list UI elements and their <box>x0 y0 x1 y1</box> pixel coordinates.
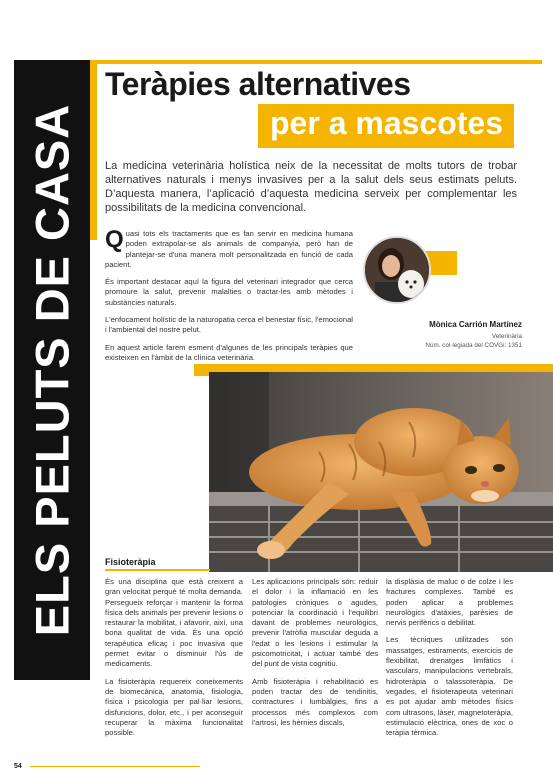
body-column-3 <box>386 577 513 745</box>
section-banner-text: ELS PELUTS DE CASA <box>25 103 79 637</box>
lead-paragraph: Quasi tots els tractaments que es fan servir en medicina humana poden extrapolar-se als animals de companyia, però han de plantejar-se d'una manera molt personalitzada en funció de cada pacient. <box>105 226 353 269</box>
cat-photo <box>209 372 553 572</box>
body-paragraph: la displàsia de maluc o de colze i les fractures complexes. També es poden aplicar a problemes neurològics d'atàxies, parèsies de nervis perifèrics o debilitat. <box>386 577 513 628</box>
body-paragraph: Les tècniques utilitzades són massatges, estiraments, exercicis de flexibilitat, drenatges limfàtics i vasculars, manipulacions vertebrals, hidroteràpia o talassoteràpia. De vegades, el fisioterapeuta veterinari es pot ajudar amb mètodes físics com ultrasons, làser, magnetoteràpia, estimulació elèctrica, ones de xoc o teràpia tèrmica. <box>386 635 513 738</box>
article-title: Teràpies alternatives <box>105 66 411 102</box>
footer-rule <box>30 766 200 767</box>
article-subtitle: per a mascotes <box>270 105 504 141</box>
author-photo <box>363 236 431 304</box>
accent-strip <box>97 60 542 64</box>
article-intro: La medicina veterinària holística neix de la necessitat de molts tutors de trobar alternatives naturals i menys invasives per a la salut dels seus estimats peluts. D’aquesta manera, l’aplicació d’aquesta medicina serveix per complementar les possibilitats de la medicina convencional. <box>105 160 517 214</box>
body-column-1 <box>105 577 243 745</box>
section-rule <box>105 569 210 571</box>
accent-bar <box>90 60 97 240</box>
author-registration: Núm. col·legiada del COVGi: 1351 <box>425 342 522 349</box>
section-heading: Fisioteràpia <box>105 557 156 567</box>
body-paragraph: Les aplicacions principals són: reduir el dolor i la inflamació en les patologies cròniques o agudes, potenciar la coordinació i l'equilibri davant de problemes neurològics, prevenir l'atròfia muscular deguda a l'edat o les lesions i estimular la psicomotricitat, i actuar també des del punt de vista cognitiu. <box>252 577 378 669</box>
body-paragraph: És una disciplina que està creixent a gran velocitat perquè té molta demanda. Persegueix reforçar i mantenir la forma física dels animals per prevenir lesions o restaurar la mobilitat, i afavorir, així, una bona qualitat de vida. És una opció terapèutica eficaç i poc invasiva que permet evitar o disminuir l'ús de medicaments. <box>105 577 243 669</box>
author-role: Veterinària <box>491 333 522 340</box>
lead-paragraph: És important destacar aquí la figura del veterinari integrador que cerca promoure la salut, prevenir malalties o tractar-les amb mètodes i substàncies naturals. <box>105 277 353 307</box>
author-name: Mònica Carrión Martínez <box>429 320 522 329</box>
lead-paragraph: L'enfocament holístic de la naturopatia cerca el benestar físic, l'emocional i l'ambiental del nostre pelut. <box>105 315 353 335</box>
lead-paragraph: En aquest article farem esment d'algunes de les principals teràpies que existeixen en l'àmbit de la clínica veterinària. <box>105 342 353 362</box>
body-column-2 <box>252 577 378 735</box>
body-paragraph: La fisioteràpia requereix coneixements de biomecànica, anatomia, fisiologia, física i psicologia per pal·liar lesions, disfuncions, dolor, etc., i per aconseguir recuperar la màxima funcionalitat possible. <box>105 676 243 738</box>
drop-cap: Q <box>105 226 124 253</box>
lead-column <box>105 226 353 370</box>
section-banner <box>14 60 90 680</box>
page-number: 54 <box>14 763 22 770</box>
body-paragraph: Amb fisioteràpia i rehabilitació es poden tractar des de tendinitis, contractures i lumbàlgies, fins a processos més complexos com l'artrosi, les hèrnies discals, <box>252 676 378 727</box>
